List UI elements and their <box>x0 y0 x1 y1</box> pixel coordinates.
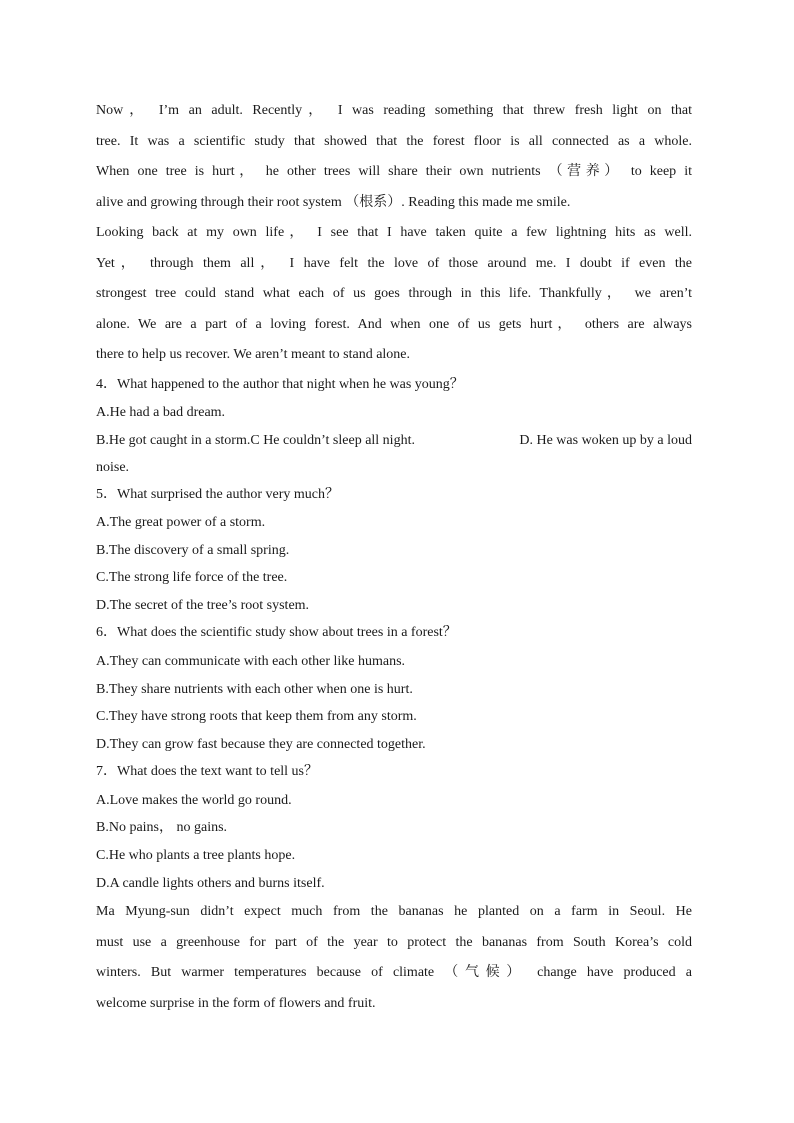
option-d-continued: noise. <box>96 459 130 475</box>
question-5 <box>96 481 692 620</box>
option-d: D.The secret of the tree’s root system. <box>96 597 310 613</box>
question-stem: 5．What surprised the author very much？ <box>96 486 339 502</box>
text-line: winters. But warmer temperatures because of climate （气候） change have produced a <box>96 965 692 981</box>
next-passage-paragraph <box>96 897 692 1019</box>
option-b: B.The discovery of a small spring. <box>96 542 290 558</box>
passage-paragraph-1 <box>96 96 692 218</box>
text-line: alive and growing through their root system （根系）. Reading this made me smile. <box>96 194 571 210</box>
question-6 <box>96 619 692 758</box>
text-line: must use a greenhouse for part of the year to protect the bananas from South Korea’s cold <box>96 934 692 950</box>
option-c: C.The strong life force of the tree. <box>96 570 288 586</box>
text-line: Yet， through them all， I have felt the love of those around me. I doubt if even the <box>96 255 692 271</box>
text-line: alone. We are a part of a loving forest. And when one of us gets hurt， others are always <box>96 316 692 332</box>
option-b: B.They share nutrients with each other when one is hurt. <box>96 681 413 697</box>
text-line: Now， I’m an adult. Recently， I was reading something that threw fresh light on that <box>96 103 692 118</box>
text-line: When one tree is hurt， he other trees will share their own nutrients （营养） to keep it <box>96 164 692 179</box>
option-d: D.They can grow fast because they are connected together. <box>96 736 426 752</box>
text-line: strongest tree could stand what each of us goes through in this life. Thankfully， we aren’t <box>96 286 692 301</box>
option-c: C.He who plants a tree plants hope. <box>96 848 296 864</box>
question-stem: 6．What does the scientific study show about trees in a forest？ <box>96 625 457 641</box>
option-row-bcd <box>96 427 692 454</box>
text-line: tree. It was a scientific study that showed that the forest floor is all connected as a whole. <box>96 133 692 149</box>
question-stem: 7．What does the text want to tell us？ <box>96 764 319 780</box>
question-stem: 4．What happened to the author that night when he was young？ <box>96 376 464 392</box>
question-4 <box>96 371 692 481</box>
option-a: A.The great power of a storm. <box>96 515 266 531</box>
option-d: D. He was woken up by a loud <box>519 432 692 448</box>
passage-paragraph-2 <box>96 218 692 371</box>
text-line: there to help us recover. We aren’t meant to stand alone. <box>96 347 411 362</box>
text-line: welcome surprise in the form of flowers and fruit. <box>96 995 376 1011</box>
option-a: A.They can communicate with each other like humans. <box>96 653 406 669</box>
text-line: Looking back at my own life， I see that I have taken quite a few lightning hits as well. <box>96 225 692 240</box>
question-7 <box>96 758 692 897</box>
option-b: B.No pains， no gains. <box>96 820 228 836</box>
document-page <box>96 96 692 1019</box>
option-a: A.Love makes the world go round. <box>96 792 292 808</box>
option-c: C.They have strong roots that keep them from any storm. <box>96 709 417 725</box>
option-d: D.A candle lights others and burns itself. <box>96 875 325 891</box>
text-line: Ma Myung-sun didn’t expect much from the bananas he planted on a farm in Seoul. He <box>96 904 692 920</box>
option-a: A.He had a bad dream. <box>96 405 226 420</box>
option-b-c: B.He got caught in a storm.C He couldn’t sleep all night. <box>96 432 415 448</box>
